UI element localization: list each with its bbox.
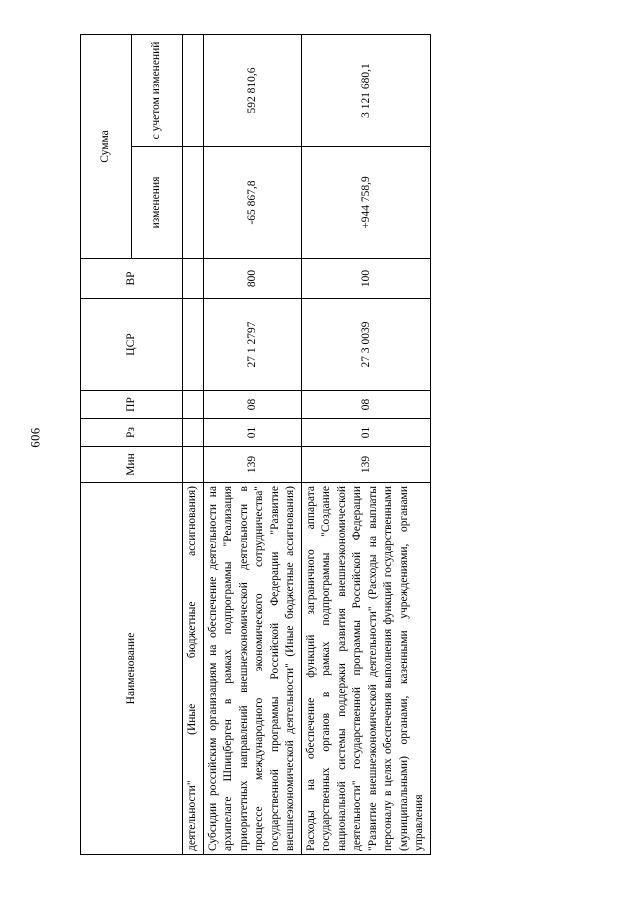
cell-name: деятельности" (Иные бюджетные ассигнования)	[183, 482, 204, 854]
cell-pr: 08	[203, 390, 301, 418]
cell-rz: 01	[301, 418, 430, 446]
cell-vr: 100	[301, 258, 430, 298]
cell-min	[183, 446, 204, 482]
rotated-table-container	[80, 43, 560, 863]
column-header-pr: ПР	[81, 390, 183, 418]
table-head	[81, 34, 183, 854]
column-header-sum-changes: изменения	[132, 146, 183, 258]
column-header-vr: ВР	[81, 258, 183, 298]
cell-vr	[183, 258, 204, 298]
table-row	[183, 34, 204, 854]
cell-with-changes: 3 121 680,1	[301, 34, 430, 146]
cell-with-changes	[183, 34, 204, 146]
cell-changes: -65 867,8	[203, 146, 301, 258]
cell-changes	[183, 146, 204, 258]
cell-min: 139	[301, 446, 430, 482]
table-row	[203, 34, 301, 854]
cell-pr	[183, 390, 204, 418]
cell-min: 139	[203, 446, 301, 482]
table-header-row-1	[81, 34, 132, 854]
page-number: 606	[28, 427, 43, 448]
cell-rz	[183, 418, 204, 446]
cell-changes: +944 758,9	[301, 146, 430, 258]
table-body	[183, 34, 431, 854]
cell-with-changes: 592 810,6	[203, 34, 301, 146]
cell-csr	[183, 298, 204, 390]
cell-csr: 27 1 2797	[203, 298, 301, 390]
column-header-sum: Сумма	[81, 34, 132, 258]
cell-vr: 800	[203, 258, 301, 298]
column-header-min: Мин	[81, 446, 183, 482]
cell-rz: 01	[203, 418, 301, 446]
cell-name: Расходы на обеспечение функций заграничного аппарата государственных органов в рамках подпрограммы "Создание национальной системы поддержки развития внешнеэкономической деятельности" государственной программы Российской Федерации "Развитие внешнеэкономической деятельности" (Расходы на выплаты персоналу в целях обеспечения выполнения функций государственными (муниципальными) органами, казенными учреждениями, органами управления	[301, 482, 430, 854]
table-row	[301, 34, 430, 854]
cell-csr: 27 3 0039	[301, 298, 430, 390]
cell-name: Субсидии российским организациям на обеспечение деятельности на архипелаге Шпицберген в рамках подпрограммы "Реализация приоритетных направлений внешнеэкономической деятельности в процессе международного экономического сотрудничества" государственной программы Российской Федерации "Развитие внешнеэкономической деятельности" (Иные бюджетные ассигнования)	[203, 482, 301, 854]
column-header-rz: Рз	[81, 418, 183, 446]
column-header-sum-with-changes: с учетом изменений	[132, 34, 183, 146]
cell-pr: 08	[301, 390, 430, 418]
budget-table	[80, 33, 431, 854]
column-header-csr: ЦСР	[81, 298, 183, 390]
column-header-name: Наименование	[81, 482, 183, 854]
